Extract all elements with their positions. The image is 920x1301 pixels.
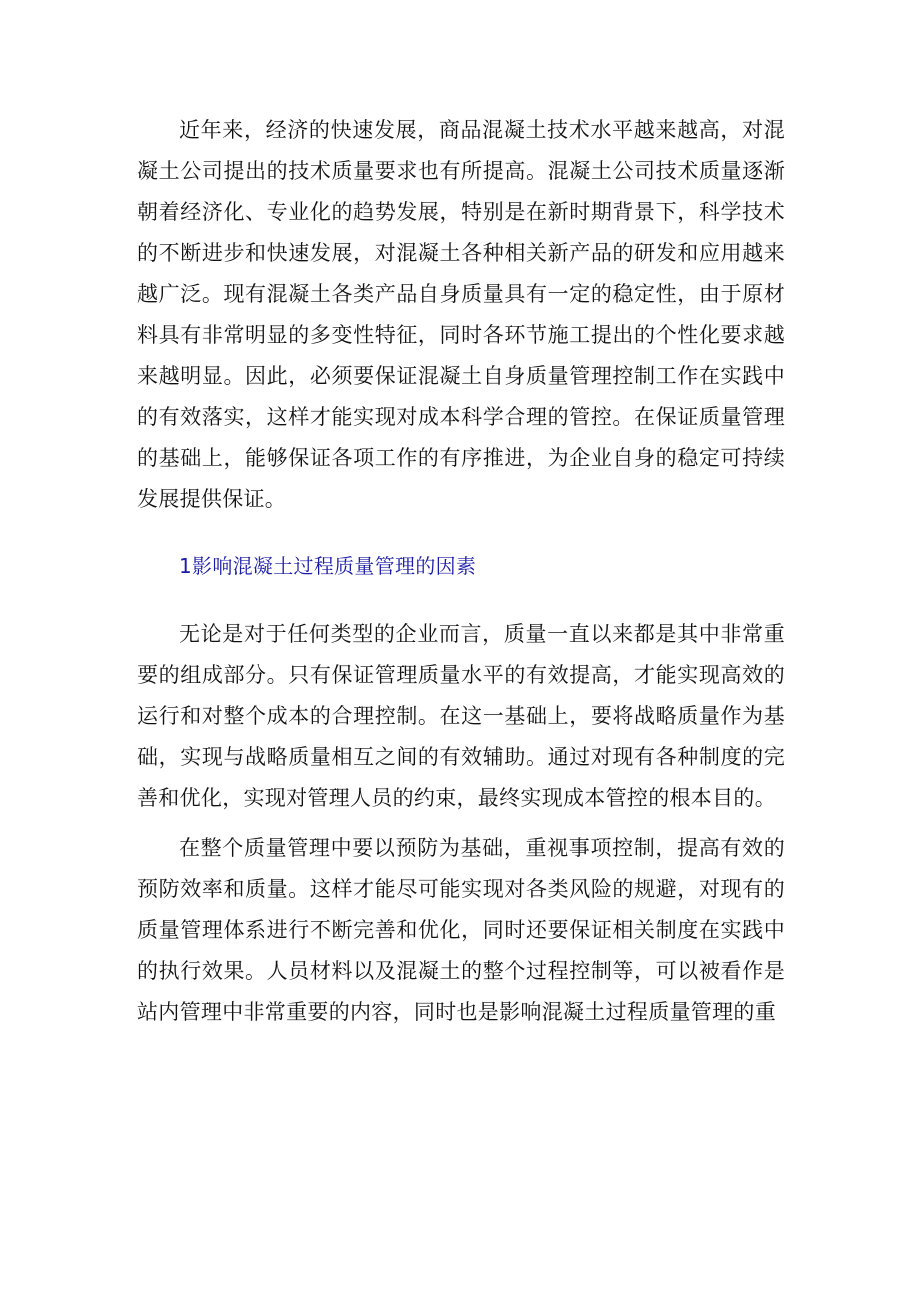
- document-page: [137, 110, 785, 1033]
- intro-paragraph: 近年来，经济的快速发展，商品混凝土技术水平越来越高，对混凝土公司提出的技术质量要求也有所提高。混凝土公司技术质量逐渐朝着经济化、专业化的趋势发展，特别是在新时期背景下，科学技术的不断进步和快速发展，对混凝土各种相关新产品的研发和应用越来越广泛。现有混凝土各类产品自身质量具有一定的稳定性，由于原材料具有非常明显的多变性特征，同时各环节施工提出的个性化要求越来越明显。因此，必须要保证混凝土自身质量管理控制工作在实践中的有效落实，这样才能实现对成本科学合理的管控。在保证质量管理的基础上，能够保证各项工作的有序推进，为企业自身的稳定可持续发展提供保证。: [137, 118, 785, 511]
- section-heading: 1影响混凝土过程质量管理的因素: [179, 554, 477, 578]
- body-paragraph-2: 在整个质量管理中要以预防为基础，重视事项控制，提高有效的预防效率和质量。这样才能尽可能实现对各类风险的规避，对现有的质量管理体系进行不断完善和优化，同时还要保证相关制度在实践中的执行效果。人员材料以及混凝土的整个过程控制等，可以被看作是站内管理中非常重要的内容，同时也是影响混凝土过程质量管理的重: [137, 836, 785, 1024]
- body-paragraph-1: 无论是对于任何类型的企业而言，质量一直以来都是其中非常重要的组成部分。只有保证管理质量水平的有效提高，才能实现高效的运行和对整个成本的合理控制。在这一基础上，要将战略质量作为基础，实现与战略质量相互之间的有效辅助。通过对现有各种制度的完善和优化，实现对管理人员的约束，最终实现成本管控的根本目的。: [137, 622, 785, 810]
